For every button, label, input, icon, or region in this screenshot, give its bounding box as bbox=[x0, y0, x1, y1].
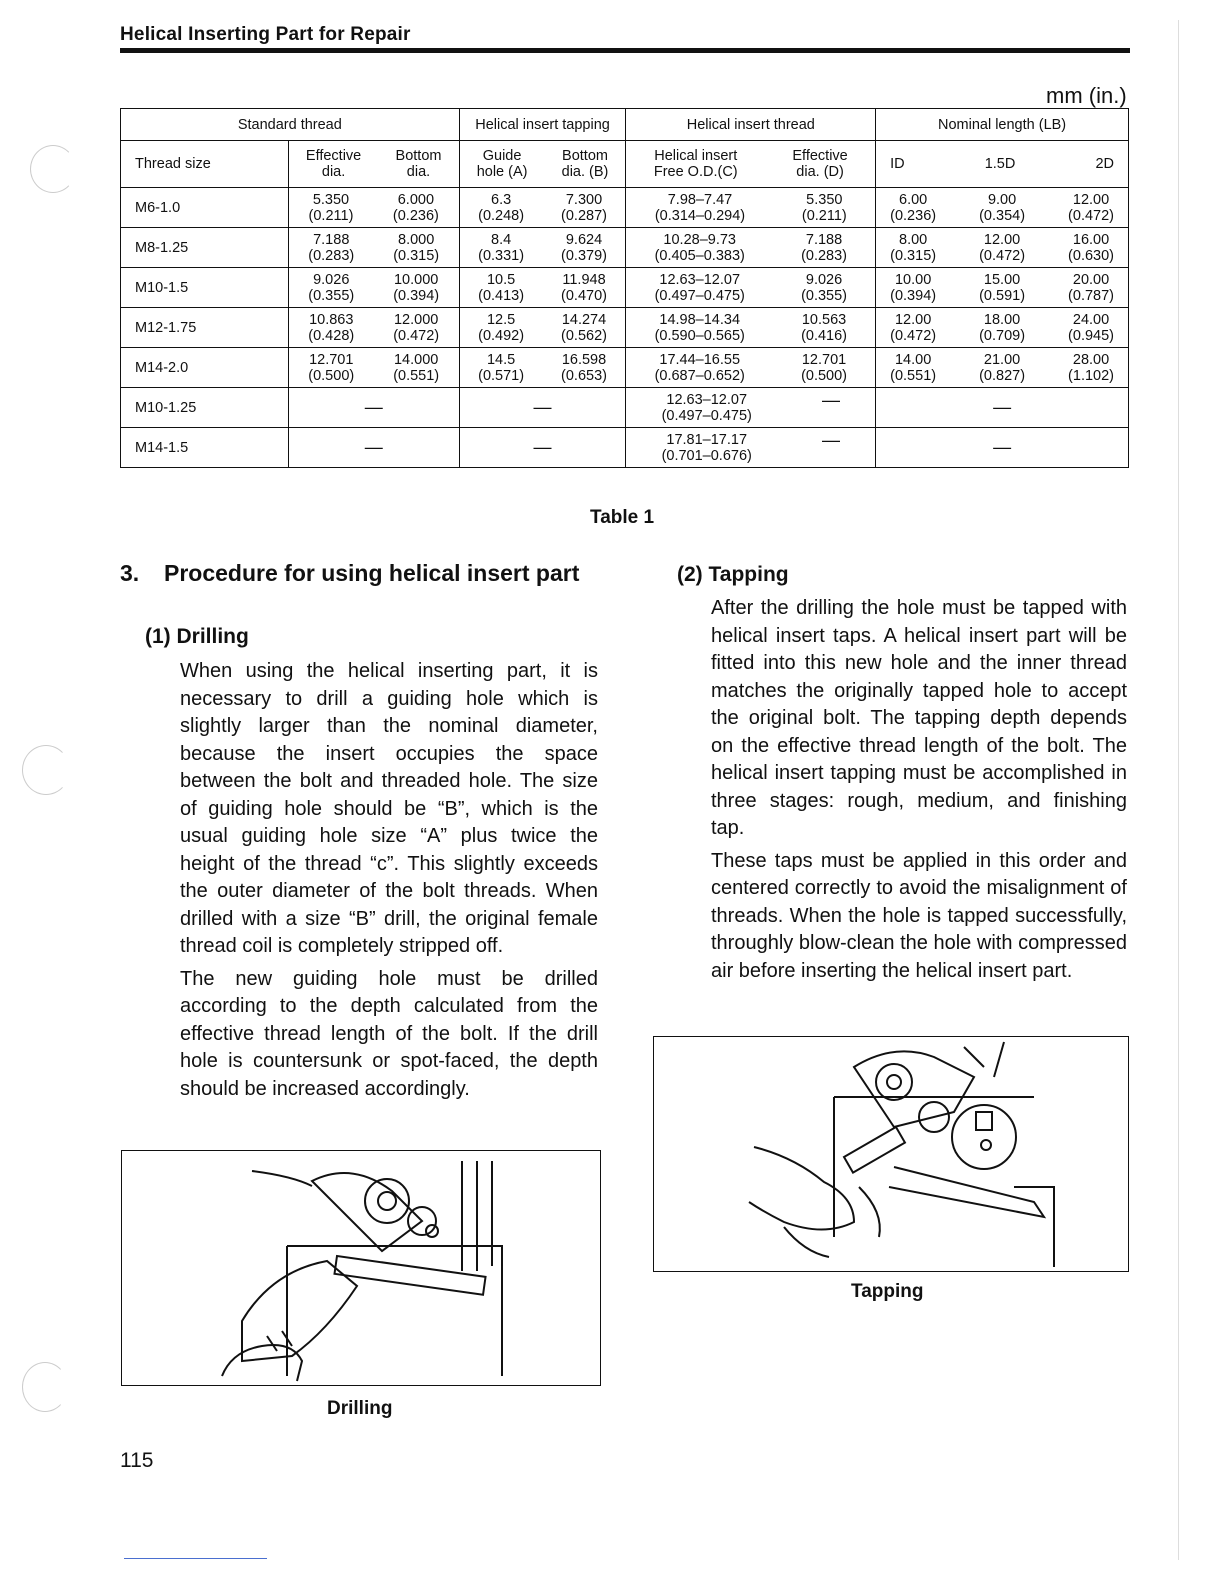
col-tapping-dia: Guide hole (A) Bottom dia. (B) bbox=[459, 141, 626, 188]
thread-size-cell: M10-1.5 bbox=[121, 268, 289, 308]
tapping-paragraph-2: These taps must be applied in this order and centered correctly to avoid the misalignment of threads. When the hole is tapped successfully, throughly blow-clean the hole with compressed air before inserting the helical insert part. bbox=[711, 849, 1127, 982]
thread-spec-table bbox=[120, 108, 1129, 468]
group-helical-insert-tapping: Helical insert tapping bbox=[459, 109, 626, 141]
thread-size-cell: M14-1.5 bbox=[121, 428, 289, 468]
table-row: M10-1.25 — — 12.63–12.07 (0.497–0.475) — — bbox=[121, 388, 1129, 428]
col-standard-dia: Effective dia. Bottom dia. bbox=[288, 141, 459, 188]
col-nominal-length: ID 1.5D 2D bbox=[876, 141, 1129, 188]
binder-hole-decoration bbox=[30, 145, 76, 193]
drilling-caption: Drilling bbox=[327, 1398, 393, 1419]
thread-size-cell: M8-1.25 bbox=[121, 228, 289, 268]
col-insert-thread: Helical insert Free O.D.(C) Effective dia. (D) bbox=[626, 141, 876, 188]
drilling-illustration bbox=[122, 1151, 600, 1385]
drilling-paragraph-2: The new guiding hole must be drilled according to the depth calculated from the effective thread length of the bolt. If the drill hole is countersunk or spot-faced, the depth should be increased accordingly. bbox=[180, 967, 598, 1100]
page-number: 115 bbox=[120, 1449, 154, 1472]
table-row: M8-1.25 7.188 (0.283) 8.000 (0.315) 8.4 (0.331) 9.624 (0.379) 10.28–9.73 (0.405–0.383) 7.188 (0.283) 8.00 (0.315) 12.00 (0.472) 16.00 (0.630) bbox=[121, 228, 1129, 268]
thread-size-cell: M12-1.75 bbox=[121, 308, 289, 348]
binder-hole-decoration bbox=[22, 1362, 68, 1412]
group-nominal-length: Nominal length (LB) bbox=[876, 109, 1129, 141]
page-header-title: Helical Inserting Part for Repair bbox=[120, 24, 411, 45]
header-rule bbox=[120, 48, 1130, 53]
table-row: M14-1.5 — — 17.81–17.17 (0.701–0.676) — — bbox=[121, 428, 1129, 468]
tapping-caption: Tapping bbox=[851, 1281, 924, 1302]
thread-size-cell: M10-1.25 bbox=[121, 388, 289, 428]
tapping-text bbox=[711, 595, 1127, 990]
drilling-heading: (1) Drilling bbox=[145, 625, 249, 648]
table-group-header-row bbox=[121, 109, 1129, 141]
section-number: 3. bbox=[120, 560, 140, 586]
table-row: M14-2.0 12.701 (0.500) 14.000 (0.551) 14.5 (0.571) 16.598 (0.653) 17.44–16.55 (0.687–0.652) 12.701 (0.500) 14.00 (0.551) 21.00 (0.827) 28.00 (1.102) bbox=[121, 348, 1129, 388]
drilling-paragraph-1: When using the helical inserting part, it is necessary to drill a guiding hole which is slightly larger than the nominal diameter, because the insert occupies the space between the bolt and threaded hole. The size of guiding hole should be “B”, which is the usual guiding hole size “A” plus twice the height of the thread “c”. This slightly exceeds the outer diameter of the bolt threads. When drilled with a size “B” drill, the original female thread coil is completely stripped off. bbox=[180, 660, 598, 957]
tapping-paragraph-1: After the drilling the hole must be tapped with helical insert taps. A helical insert part will be fitted into this new hole and the inner thread matches the originally tapped hole to accept the original bolt. The tapping depth depends on the effective thread length of the bolt. The helical insert tapping must be accomplished in three stages: rough, medium, and finishing tap. bbox=[711, 597, 1127, 839]
table-sub-header-row bbox=[121, 141, 1129, 188]
table-row: M12-1.75 10.863 (0.428) 12.000 (0.472) 12.5 (0.492) 14.274 (0.562) 14.98–14.34 (0.590–0.565) 10.563 (0.416) 12.00 (0.472) 18.00 (0.709) 24.00 (0.945) bbox=[121, 308, 1129, 348]
thread-size-cell: M6-1.0 bbox=[121, 188, 289, 228]
table-row: M10-1.5 9.026 (0.355) 10.000 (0.394) 10.5 (0.413) 11.948 (0.470) 12.63–12.07 (0.497–0.475) 9.026 (0.355) 10.00 (0.394) 15.00 (0.591) 20.00 (0.787) bbox=[121, 268, 1129, 308]
group-standard-thread: Standard thread bbox=[121, 109, 460, 141]
section-title-text: Procedure for using helical insert part bbox=[164, 560, 580, 586]
tapping-illustration bbox=[654, 1037, 1128, 1271]
table-caption: Table 1 bbox=[590, 507, 655, 528]
footer-line bbox=[124, 1558, 267, 1559]
binder-hole-decoration bbox=[22, 745, 70, 795]
drilling-figure bbox=[121, 1150, 601, 1386]
group-helical-insert-thread: Helical insert thread bbox=[626, 109, 876, 141]
tapping-figure bbox=[653, 1036, 1129, 1272]
page-edge-line bbox=[1178, 20, 1179, 1560]
thread-size-cell: M14-2.0 bbox=[121, 348, 289, 388]
drilling-text bbox=[180, 658, 598, 1108]
tapping-heading: (2) Tapping bbox=[677, 563, 789, 586]
units-label: mm (in.) bbox=[1046, 83, 1127, 108]
col-thread-size: Thread size bbox=[121, 141, 289, 188]
table-row: M6-1.0 5.350 (0.211) 6.000 (0.236) 6.3 (0.248) 7.300 (0.287) 7.98–7.47 (0.314–0.294) 5.350 (0.211) 6.00 (0.236) 9.00 (0.354) 12.00 (0.472) bbox=[121, 188, 1129, 228]
